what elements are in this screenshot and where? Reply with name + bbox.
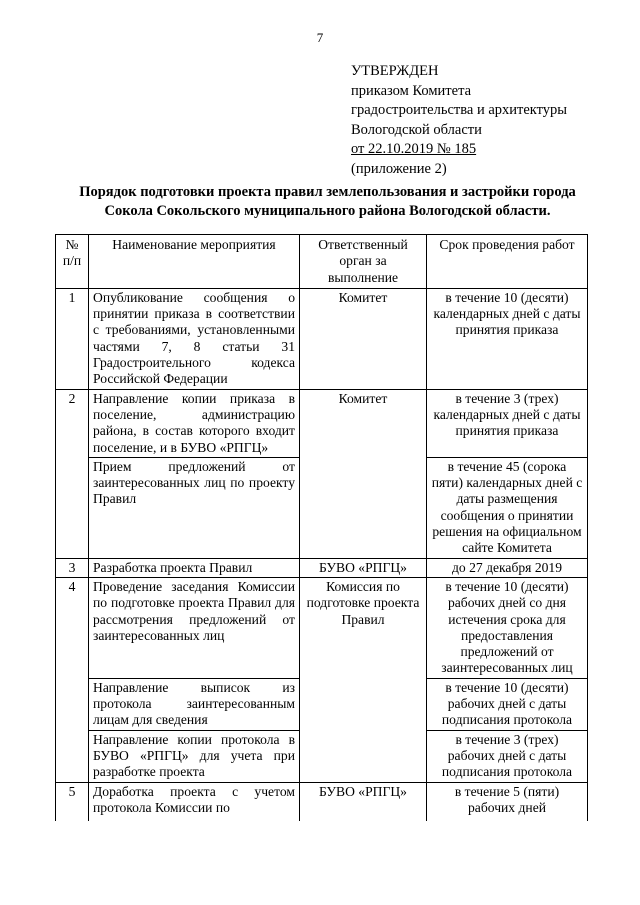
row-num: 4 xyxy=(56,577,89,782)
row-name: Разработка проекта Правил xyxy=(89,558,300,577)
row-responsible: Комитет xyxy=(300,288,427,389)
row-name: Прием предложений от заинтересованных лиц по проекту Правил xyxy=(89,457,300,558)
row-name: Проведение заседания Комиссии по подготовке проекта Правил для рассмотрения предложений от заинтересованных лиц xyxy=(89,577,300,678)
approval-line: Вологодской области xyxy=(351,121,482,138)
approval-block xyxy=(351,62,567,179)
row-name-text: Доработка проекта с учетом протокола Комиссии по xyxy=(93,783,295,815)
schedule-table xyxy=(55,234,588,821)
row-name: Направление выписок из протокола заинтересованным лицам для сведения xyxy=(89,678,300,730)
page-number: 7 xyxy=(316,30,324,45)
row-name: Направление копии приказа в поселение, администрацию района, в состав которого входит поселение, и в БУВО «РПГЦ» xyxy=(89,389,300,457)
row-num: 1 xyxy=(56,288,89,389)
row-term: до 27 декабря 2019 xyxy=(427,558,588,577)
document-title xyxy=(55,183,600,221)
approval-line: (приложение 2) xyxy=(351,160,447,177)
table-row xyxy=(56,577,588,678)
row-name: Опубликование сообщения о принятии приказа в соответствии с требованиями, установленными частями 7, 8 статьи 31 Градостроительного кодекса Российской Федерации xyxy=(89,288,300,389)
row-num: 5 xyxy=(56,782,89,821)
row-term: в течение 10 (десяти) календарных дней с даты принятия приказа xyxy=(427,288,588,389)
row-responsible: БУВО «РПГЦ» xyxy=(300,782,427,821)
approval-line: градостроительства и архитектуры xyxy=(351,102,568,118)
table-row xyxy=(56,389,588,457)
header-term: Срок проведения работ xyxy=(427,235,588,289)
approval-order-number: от 22.10.2019 № 185 xyxy=(351,141,477,157)
row-name: Направление копии протокола в БУВО «РПГЦ» для учета при разработке проекта xyxy=(89,730,300,782)
row-num: 2 xyxy=(56,389,89,558)
table-header-row xyxy=(56,235,588,289)
table-row xyxy=(56,558,588,577)
title-line: Порядок подготовки проекта правил землепользования и застройки города xyxy=(79,184,576,200)
row-term: в течение 3 (трех) календарных дней с даты принятия приказа xyxy=(427,389,588,457)
header-num: № п/п xyxy=(56,235,89,289)
row-responsible: Комиссия по подготовке проекта Правил xyxy=(300,577,427,782)
row-term: в течение 5 (пяти) рабочих дней xyxy=(427,782,588,821)
approval-line: УТВЕРЖДЕН xyxy=(351,63,439,79)
header-responsible: Ответственный орган за выполнение xyxy=(300,235,427,289)
header-name: Наименование мероприятия xyxy=(89,235,300,289)
row-term: в течение 10 (десяти) рабочих дней со дня истечения срока для предоставления предложений от заинтересованных лиц xyxy=(427,577,588,678)
row-term: в течение 45 (сорока пяти) календарных дней с даты размещения сообщения о принятии решения на официальном сайте Комитета xyxy=(427,457,588,558)
approval-line: приказом Комитета xyxy=(351,82,472,99)
title-line: Сокола Сокольского муниципального района Вологодской области. xyxy=(104,203,551,219)
row-name xyxy=(89,782,300,821)
table-row xyxy=(56,288,588,389)
row-num: 3 xyxy=(56,558,89,577)
row-term: в течение 10 (десяти) рабочих дней с даты подписания протокола xyxy=(427,678,588,730)
row-term: в течение 3 (трех) рабочих дней с даты подписания протокола xyxy=(427,730,588,782)
table-row xyxy=(56,782,588,821)
row-responsible: БУВО «РПГЦ» xyxy=(300,558,427,577)
row-responsible: Комитет xyxy=(300,389,427,558)
